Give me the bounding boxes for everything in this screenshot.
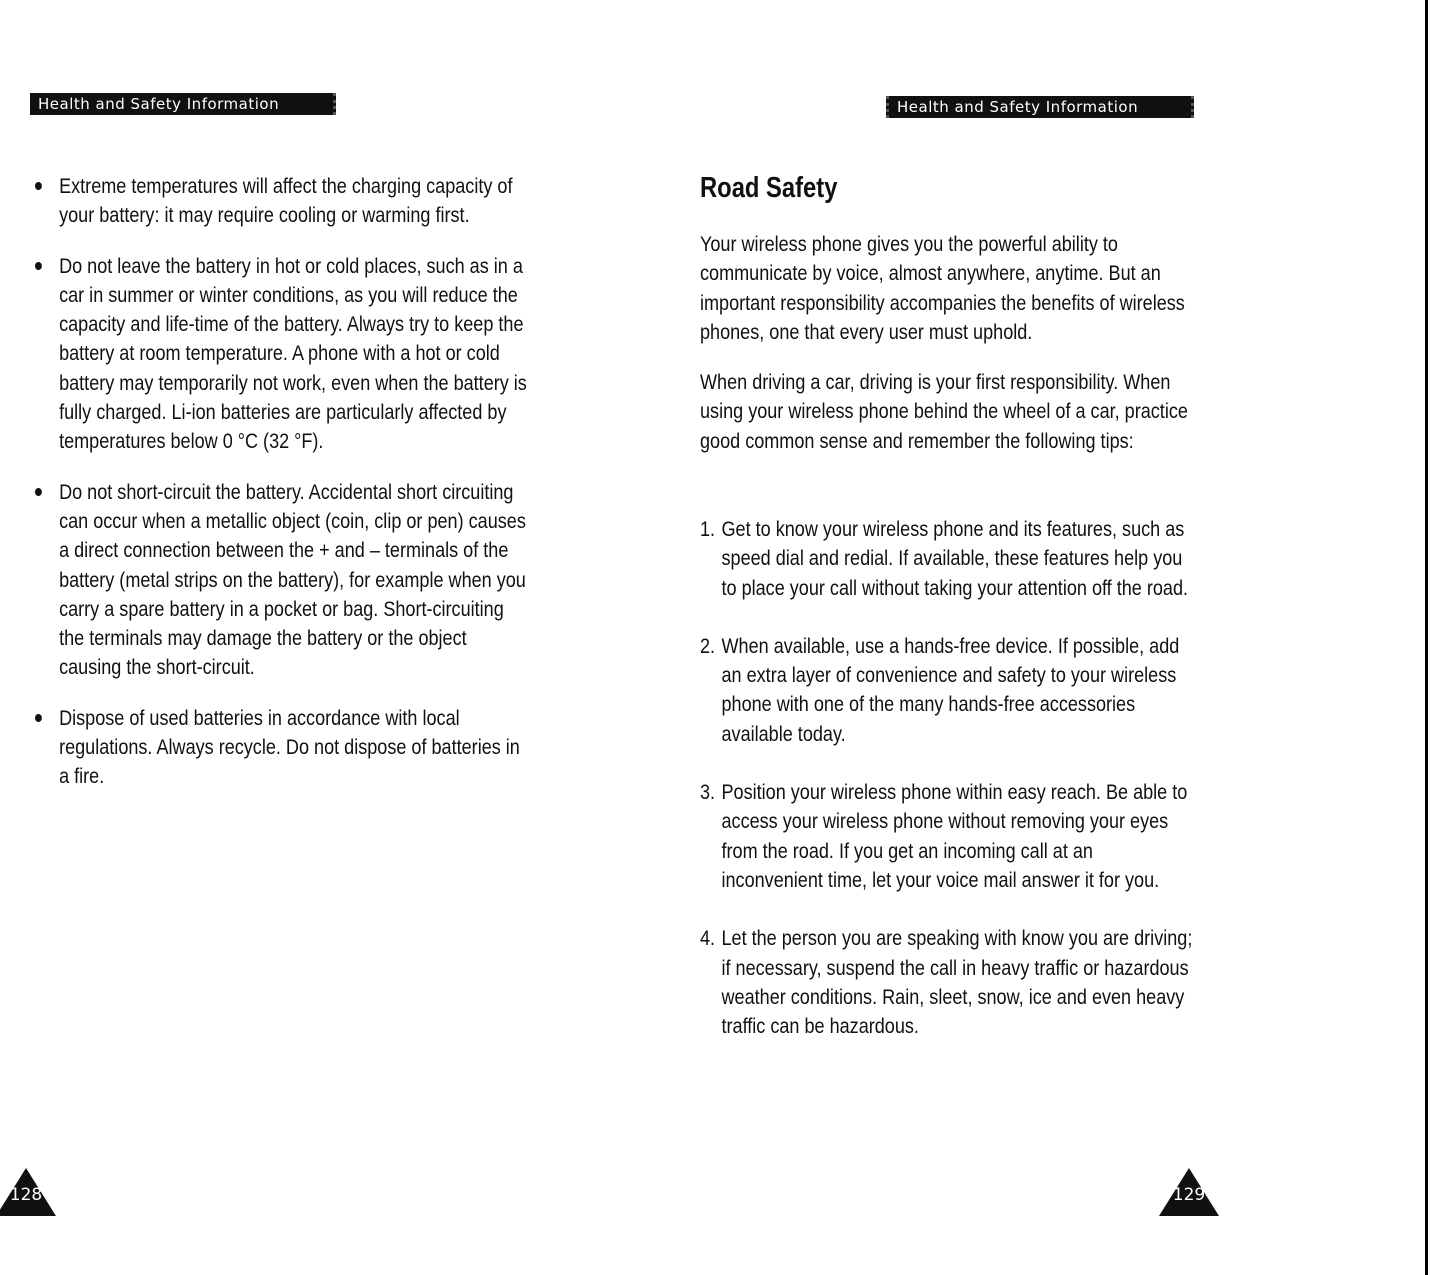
intro-paragraph: Your wireless phone gives you the powerful ability to communicate by voice, almost anywhere, anytime. But an important responsibility accompanies the benefits of wireless phones, one that every user must uphold. — [700, 233, 1185, 344]
driving-tips-list — [700, 515, 1197, 1070]
bullet-text: Do not leave the battery in hot or cold places, such as in a car in summer or winter conditions, as you will reduce the capacity and life-time of the battery. Always try to keep the battery at room temperature. A phone with a hot or cold battery may temporarily not work, even when the battery is fully charged. Li-ion batteries are particularly affected by temperatures below 0 °C (32 °F). — [59, 254, 527, 454]
tip-number: 2. — [700, 634, 716, 658]
driving-paragraph: When driving a car, driving is your first responsibility. When using your wireless phone behind the wheel of a car, practice good common sense and remember the following tips: — [700, 371, 1188, 453]
page-title: Road Safety — [700, 172, 838, 204]
tip-text: Get to know your wireless phone and its features, such as speed dial and redial. If available, these features help you to place your call without taking your attention off the road. — [721, 518, 1189, 600]
section-header-tab: Health and Safety Information — [886, 96, 1194, 118]
right-page — [700, 0, 1420, 1275]
page-edge-divider — [1425, 0, 1428, 1275]
tip-text: When available, use a hands-free device. If possible, add an extra layer of convenience and safety to your wireless phone with one of the many hands-free accessories available today. — [721, 634, 1180, 746]
bullet-icon — [35, 714, 42, 722]
list-item — [35, 704, 534, 792]
section-header-tab: Health and Safety Information — [30, 93, 336, 115]
left-page — [0, 0, 700, 1275]
page-number: 128 — [9, 1185, 43, 1205]
bullet-icon — [35, 488, 42, 496]
battery-bullet-list — [35, 172, 534, 813]
bullet-text: Extreme temperatures will affect the charging capacity of your battery: it may require cooling or warming first. — [59, 175, 513, 228]
tip-number: 4. — [700, 927, 716, 951]
list-item — [35, 478, 534, 683]
tip-text: Let the person you are speaking with know you are driving; if necessary, suspend the call in heavy traffic or hazardous weather conditions. Rain, sleet, snow, ice and even heavy traffic can be hazardous. — [721, 927, 1193, 1039]
list-item — [700, 778, 1197, 895]
tip-number: 1. — [700, 518, 716, 541]
list-item — [35, 252, 534, 457]
page-number: 129 — [1172, 1185, 1206, 1205]
bullet-icon — [35, 182, 42, 190]
bullet-text: Dispose of used batteries in accordance with local regulations. Always recycle. Do not dispose of batteries in a fire. — [59, 706, 520, 789]
bullet-icon — [35, 262, 42, 270]
tip-text: Position your wireless phone within easy reach. Be able to access your wireless phone without removing your eyes from the road. If you get an incoming call at an inconvenient time, let your voice mail answer it for you. — [721, 781, 1188, 892]
list-item — [700, 515, 1197, 603]
list-item — [700, 924, 1197, 1041]
tip-number: 3. — [700, 781, 716, 805]
list-item — [35, 172, 534, 231]
list-item — [700, 632, 1197, 749]
bullet-text: Do not short-circuit the battery. Accidental short circuiting can occur when a metallic object (coin, clip or pen) causes a direct connection between the + and – terminals of the battery (metal strips on the battery), for example when you carry a spare battery in a pocket or bag. Short-circuiting the terminals may damage the battery or the object causing the short-circuit. — [59, 480, 526, 680]
